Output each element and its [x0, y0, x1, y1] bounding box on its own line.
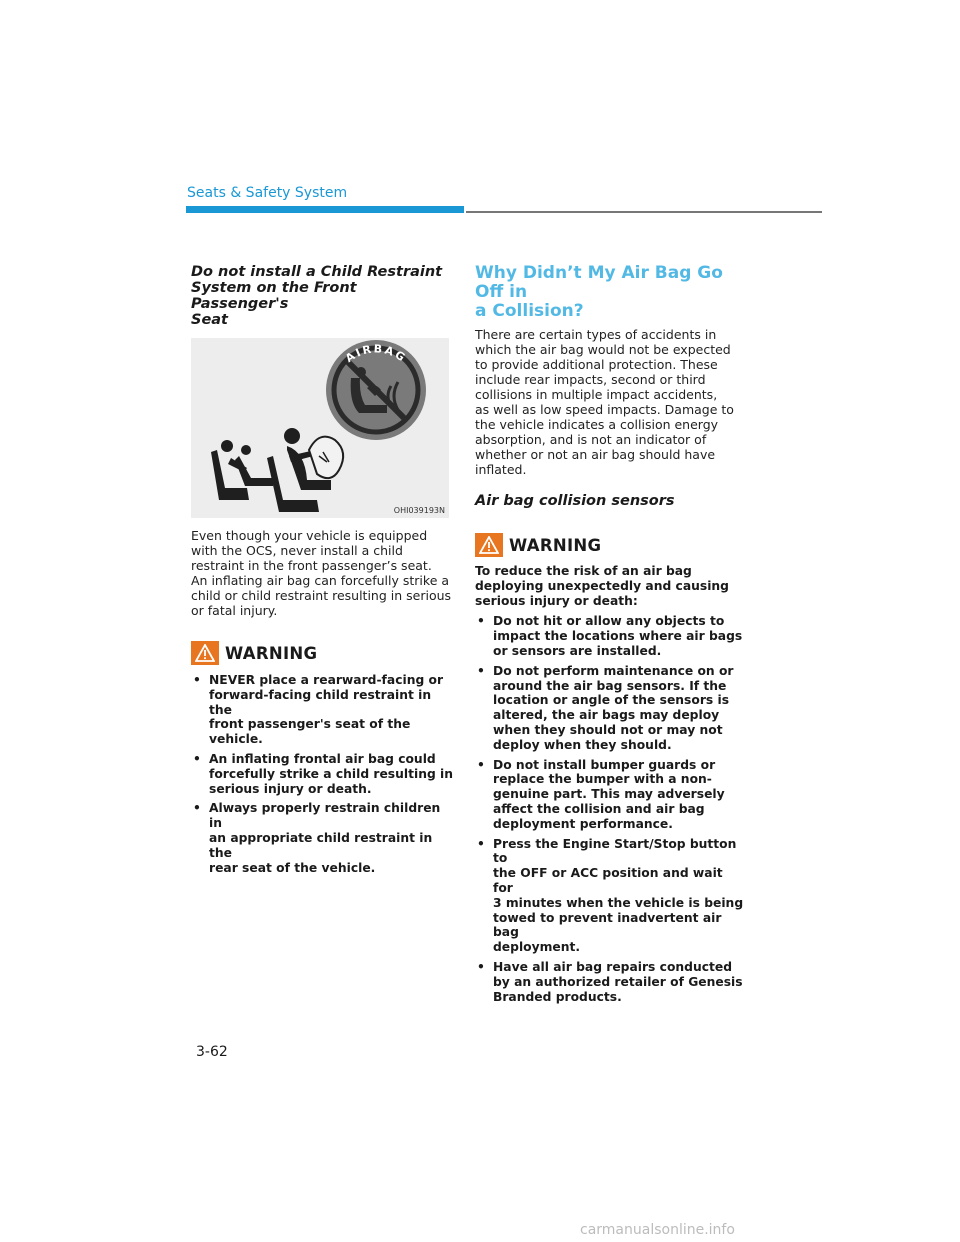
header-rule-accent [186, 206, 464, 213]
svg-text:AIRBAG [343, 342, 409, 365]
list-item: • Do not hit or allow any objects to impact the locations where air bags or sensors are installed. [475, 614, 745, 658]
airbag-section-heading: Why Didn’t My Air Bag Go Off in a Collision? [475, 263, 723, 321]
child-restraint-subheading: Do not install a Child Restraint System on the Front Passenger's Seat [191, 264, 443, 328]
list-item: • Always properly restrain children in an appropriate child restraint in the rear seat of the vehicle. [191, 801, 453, 875]
child-restraint-paragraph: Even though your vehicle is equipped with the OCS, never install a child restraint in the front passenger’s seat. An inflating air bag can forcefully strike a child or child restraint resulting in serious or fatal injury. [191, 528, 452, 618]
airbag-paragraph: There are certain types of accidents in which the air bag would not be expected to provide additional protection. These include rear impacts, second or third collisions in multiple impact accidents, as well as low speed impacts. Damage to the vehicle indicates a collision energy absorption, and is not an indicator of whether or not an air bag should have inflated. [475, 327, 734, 477]
warning-triangle-icon [191, 641, 219, 665]
airbag-child-seat-illustration [191, 338, 449, 518]
warning-header [191, 641, 453, 665]
right-column [475, 264, 745, 1009]
right-warning-list [475, 614, 745, 1004]
airbag-badge-text: AIRBAG [343, 342, 409, 366]
list-item: • An inflating frontal air bag could forcefully strike a child resulting in serious injury or death. [191, 752, 453, 796]
left-warning-list [191, 673, 453, 875]
list-item: • Press the Engine Start/Stop button to the OFF or ACC position and wait for 3 minutes when the vehicle is being towed to prevent inadvertent air bag deployment. [475, 837, 745, 955]
left-column [191, 264, 453, 880]
warning-label: WARNING [225, 643, 318, 663]
list-item: • Do not install bumper guards or replace the bumper with a non- genuine part. This may adversely affect the collision and air bag deployment performance. [475, 758, 745, 832]
page-number: 3-62 [196, 1044, 228, 1060]
warning-label: WARNING [509, 535, 602, 555]
list-item: • Do not perform maintenance on or around the air bag sensors. If the location or angle of the sensors is altered, the air bags may deploy when they should not or may not deploy when they should. [475, 664, 745, 753]
list-item: • NEVER place a rearward-facing or forward-facing child restraint in the front passenger's seat of the vehicle. [191, 673, 453, 747]
watermark-link[interactable]: carmanualsonline.info [580, 1222, 735, 1238]
warning-header [475, 533, 745, 557]
airbag-badge-label [191, 338, 449, 518]
warning-triangle-icon [475, 533, 503, 557]
list-item: • Have all air bag repairs conducted by an authorized retailer of Genesis Branded products. [475, 960, 745, 1004]
header-rule [466, 211, 822, 213]
warning-intro: To reduce the risk of an air bag deploying unexpectedly and causing serious injury or death: [475, 564, 729, 608]
figure-code: OHI039193N [393, 506, 445, 515]
section-title: Seats & Safety System [187, 185, 348, 201]
collision-sensors-subheading: Air bag collision sensors [475, 493, 675, 509]
